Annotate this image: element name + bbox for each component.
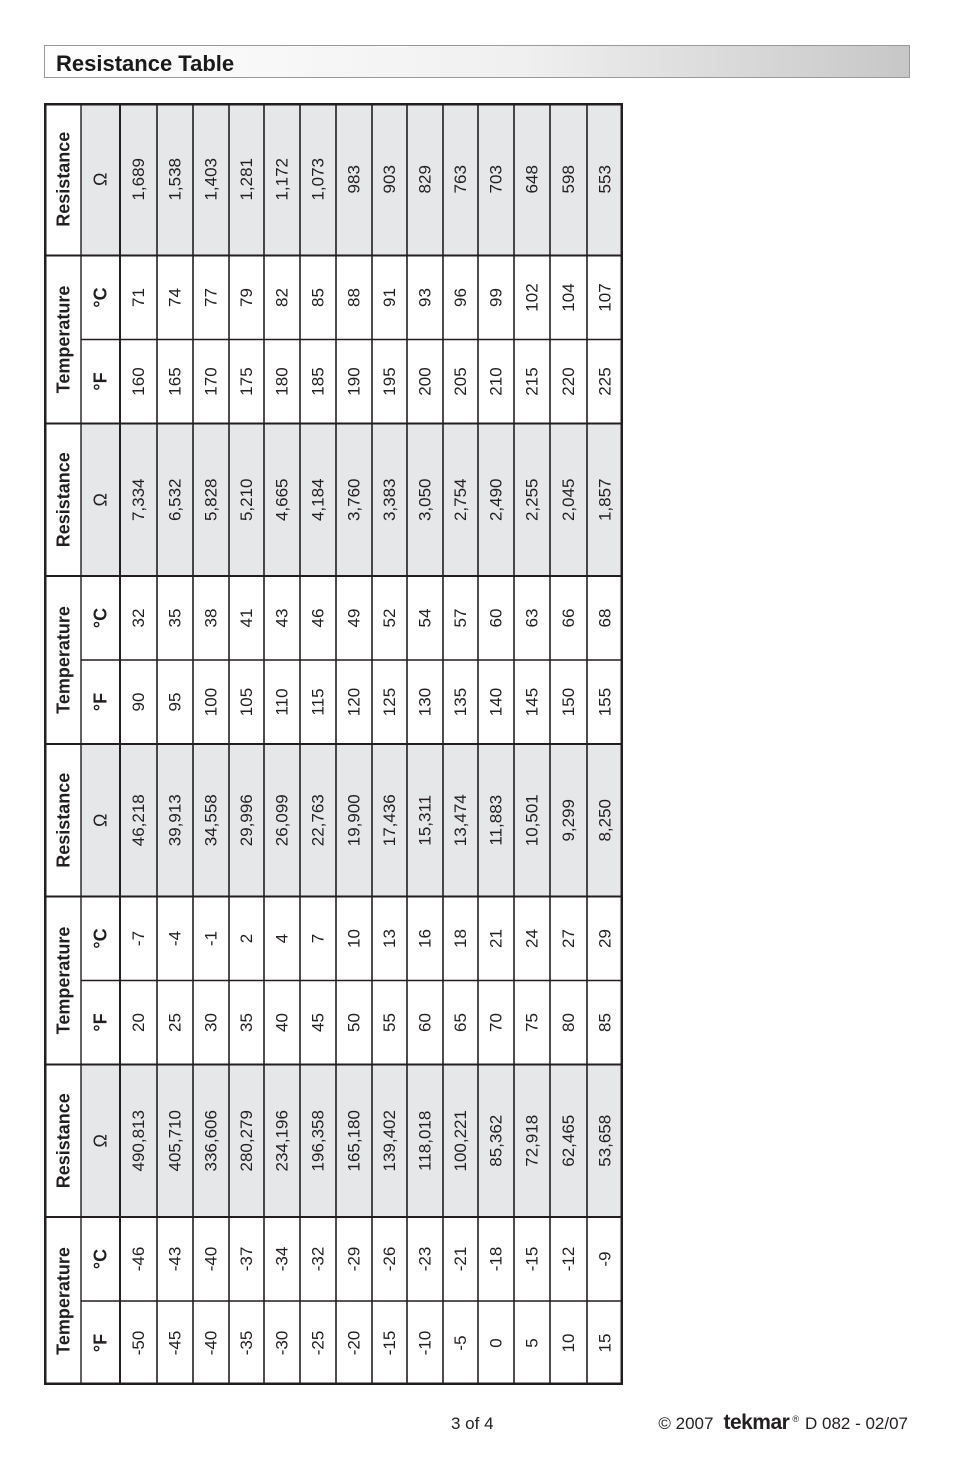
temp-f-value: 75	[522, 1013, 542, 1032]
resistance-value: 983	[344, 165, 364, 194]
temp-f-value: 130	[415, 687, 435, 717]
resistance-value: 29,996	[237, 794, 256, 847]
resistance-value: 9,299	[559, 798, 578, 842]
copyright: © 2007	[658, 1414, 714, 1433]
resistance-value: 5,828	[201, 478, 221, 522]
temp-c-value: -46	[129, 1246, 148, 1272]
temp-f-value: 200	[415, 367, 435, 396]
temp-f-value: 105	[237, 687, 256, 717]
temperature-group-header: Temperature	[53, 1247, 74, 1355]
temp-c-value: -21	[451, 1246, 470, 1272]
resistance-value: 196,358	[308, 1110, 328, 1172]
temp-f-value: 35	[237, 1013, 256, 1032]
temp-f-value: -30	[272, 1330, 292, 1356]
resistance-value: 26,099	[272, 794, 292, 847]
resistance-value: 11,883	[486, 794, 506, 846]
resistance-value: 19,900	[344, 794, 364, 847]
temp-f-value: 195	[380, 367, 399, 396]
temp-c-value: 88	[344, 288, 364, 307]
unit-ohm: Ω	[90, 1134, 111, 1148]
temp-f-value: 0	[486, 1338, 506, 1348]
resistance-value: 490,813	[129, 1110, 148, 1172]
temp-f-value: 215	[522, 367, 542, 396]
resistance-value: 22,763	[308, 794, 328, 847]
temp-f-value: 190	[344, 367, 364, 396]
resistance-value: 72,918	[522, 1114, 542, 1167]
temp-c-value: 91	[380, 288, 399, 307]
temp-c-value: 66	[559, 608, 578, 628]
temp-c-value: 38	[201, 608, 221, 628]
unit-ohm: Ω	[90, 493, 111, 507]
resistance-value: 1,403	[201, 157, 221, 201]
temp-c-value: -1	[201, 930, 221, 947]
temp-f-value: 65	[451, 1013, 470, 1032]
resistance-group-header: Resistance	[53, 452, 74, 548]
resistance-value: 553	[595, 165, 615, 194]
temp-c-value: 41	[237, 608, 256, 628]
temp-f-value: 125	[380, 687, 399, 717]
temp-f-value: -50	[129, 1330, 148, 1356]
temp-f-value: 210	[486, 367, 506, 396]
temperature-group-header: Temperature	[53, 606, 74, 714]
unit-ohm: Ω	[90, 813, 111, 827]
temp-f-value: 20	[129, 1013, 148, 1032]
temp-f-value: 90	[129, 692, 148, 712]
resistance-value: 7,334	[129, 478, 148, 522]
resistance-value: 4,184	[308, 478, 328, 522]
resistance-value: 280,279	[237, 1110, 256, 1172]
section-title: Resistance Table	[56, 51, 235, 76]
temp-c-value: -23	[415, 1246, 435, 1272]
temp-f-value: -40	[201, 1330, 221, 1356]
temp-c-value: 74	[165, 288, 185, 307]
temp-f-value: -20	[344, 1330, 364, 1356]
resistance-value: 405,710	[165, 1110, 185, 1172]
temp-f-value: 100	[201, 687, 221, 717]
temp-c-value: 35	[165, 608, 185, 628]
temp-f-value: 165	[165, 367, 185, 396]
temp-f-value: -5	[451, 1335, 470, 1351]
temp-f-value: 95	[165, 692, 185, 712]
resistance-value: 3,760	[344, 478, 364, 522]
temp-c-value: 60	[486, 608, 506, 628]
resistance-value: 2,255	[522, 478, 542, 522]
temp-f-value: 10	[559, 1333, 578, 1353]
temp-c-value: 27	[559, 929, 578, 948]
temp-f-value: 180	[272, 367, 292, 396]
resistance-value: 34,558	[201, 794, 221, 847]
resistance-group-header: Resistance	[53, 131, 74, 227]
temp-f-value: 225	[595, 367, 615, 396]
temp-c-value: -4	[165, 930, 185, 947]
resistance-value: 85,362	[486, 1114, 506, 1167]
temp-f-value: 5	[522, 1338, 542, 1348]
temp-c-value: -18	[486, 1246, 506, 1272]
resistance-value: 15,311	[415, 794, 435, 846]
temp-c-value: 77	[201, 288, 221, 307]
temp-c-value: -34	[272, 1246, 292, 1272]
temp-f-value: 25	[165, 1013, 185, 1032]
unit-celsius: °C	[90, 607, 111, 629]
temp-c-value: -40	[201, 1246, 221, 1272]
temp-c-value: 93	[415, 288, 435, 307]
temp-c-value: -7	[129, 930, 148, 947]
resistance-table	[44, 103, 623, 1385]
resistance-value: 100,221	[451, 1110, 470, 1172]
resistance-value: 2,490	[486, 478, 506, 522]
temp-c-value: 24	[522, 929, 542, 948]
temp-f-value: 80	[559, 1013, 578, 1032]
temp-c-value: 4	[272, 933, 292, 944]
temp-f-value: 135	[451, 687, 470, 717]
resistance-value: 39,913	[165, 794, 185, 847]
temp-c-value: 79	[237, 288, 256, 307]
resistance-value: 3,383	[380, 478, 399, 522]
temp-c-value: 29	[595, 929, 615, 948]
temp-c-value: -9	[595, 1251, 615, 1267]
temp-f-value: 120	[344, 687, 364, 717]
temp-c-value: 63	[522, 608, 542, 628]
resistance-value: 3,050	[415, 478, 435, 522]
temp-c-value: 68	[595, 608, 615, 628]
temp-f-value: 85	[595, 1013, 615, 1032]
resistance-value: 62,465	[559, 1114, 578, 1167]
temp-c-value: 16	[415, 929, 435, 948]
temperature-group-header: Temperature	[53, 926, 74, 1035]
unit-fahrenheit: °F	[90, 1013, 111, 1032]
footer-info	[658, 1411, 908, 1435]
resistance-value: 648	[522, 165, 542, 194]
temp-f-value: -25	[308, 1330, 328, 1356]
resistance-value: 139,402	[380, 1110, 399, 1172]
resistance-group-header: Resistance	[53, 1093, 74, 1189]
resistance-value: 1,073	[308, 157, 328, 201]
temp-c-value: 82	[272, 288, 292, 307]
temp-f-value: 155	[595, 687, 615, 717]
resistance-value: 763	[451, 165, 470, 194]
resistance-value: 17,436	[380, 794, 399, 847]
temp-c-value: -15	[522, 1246, 542, 1272]
temp-f-value: 15	[595, 1333, 615, 1353]
temp-c-value: -32	[308, 1246, 328, 1272]
resistance-value: 703	[486, 165, 506, 194]
unit-celsius: °C	[90, 1248, 111, 1270]
unit-celsius: °C	[90, 287, 111, 308]
unit-ohm: Ω	[90, 172, 111, 186]
temp-f-value: 150	[559, 687, 578, 717]
temp-c-value: 57	[451, 608, 470, 628]
temp-f-value: 60	[415, 1013, 435, 1032]
resistance-value: 829	[415, 165, 435, 194]
page-number: 3 of 4	[451, 1414, 494, 1433]
resistance-value: 53,658	[595, 1114, 615, 1167]
temp-c-value: 7	[308, 933, 328, 944]
resistance-value: 2,754	[451, 478, 470, 522]
unit-fahrenheit: °F	[90, 1333, 111, 1353]
resistance-value: 1,689	[129, 157, 148, 201]
temp-f-value: 185	[308, 367, 328, 396]
temp-f-value: 175	[237, 367, 256, 396]
resistance-value: 1,538	[165, 157, 185, 201]
temp-f-value: 70	[486, 1013, 506, 1032]
temp-f-value: -35	[237, 1330, 256, 1356]
temp-c-value: 102	[522, 283, 542, 312]
unit-fahrenheit: °F	[90, 372, 111, 391]
registered-mark: ®	[792, 1414, 799, 1425]
temp-f-value: 45	[308, 1013, 328, 1032]
temperature-group-header: Temperature	[53, 285, 74, 394]
temp-c-value: 32	[129, 608, 148, 628]
temp-c-value: 18	[451, 929, 470, 948]
temp-f-value: -10	[415, 1330, 435, 1356]
temp-c-value: 99	[486, 288, 506, 307]
resistance-value: 5,210	[237, 478, 256, 522]
resistance-value: 165,180	[344, 1110, 364, 1172]
temp-c-value: 49	[344, 608, 364, 628]
temp-c-value: -29	[344, 1246, 364, 1272]
resistance-value: 4,665	[272, 478, 292, 522]
temp-c-value: 71	[129, 288, 148, 307]
resistance-value: 2,045	[559, 478, 578, 522]
resistance-value: 6,532	[165, 478, 185, 522]
temp-c-value: -26	[380, 1246, 399, 1272]
temp-f-value: 50	[344, 1013, 364, 1032]
section-header	[44, 45, 910, 78]
resistance-value: 1,857	[595, 478, 615, 522]
temp-f-value: 55	[380, 1013, 399, 1032]
resistance-value: 903	[380, 165, 399, 194]
resistance-value: 13,474	[451, 794, 470, 847]
temp-c-value: 46	[308, 608, 328, 628]
temp-c-value: 96	[451, 288, 470, 307]
resistance-value: 1,281	[237, 157, 256, 201]
resistance-value: 598	[559, 165, 578, 194]
temp-f-value: 30	[201, 1013, 221, 1032]
temp-c-value: 54	[415, 608, 435, 628]
brand-logo: tekmar	[723, 1411, 790, 1434]
resistance-value: 1,172	[272, 157, 292, 201]
temp-c-value: -43	[165, 1246, 185, 1272]
temp-f-value: 205	[451, 367, 470, 396]
temp-f-value: 140	[486, 687, 506, 717]
temp-c-value: 104	[559, 283, 578, 312]
resistance-value: 234,196	[272, 1110, 292, 1172]
temp-c-value: 2	[237, 933, 256, 944]
temp-c-value: 10	[344, 929, 364, 948]
temp-c-value: -37	[237, 1246, 256, 1272]
temp-f-value: 115	[308, 688, 328, 716]
unit-fahrenheit: °F	[90, 692, 111, 712]
resistance-value: 46,218	[129, 794, 148, 847]
resistance-value: 336,606	[201, 1110, 221, 1172]
temp-f-value: 145	[522, 687, 542, 717]
temp-c-value: 85	[308, 288, 328, 307]
temp-c-value: 43	[272, 608, 292, 628]
resistance-group-header: Resistance	[53, 772, 74, 868]
temp-c-value: 21	[486, 929, 506, 948]
resistance-value: 118,018	[415, 1110, 435, 1171]
temp-f-value: -15	[380, 1330, 399, 1356]
temp-f-value: 110	[272, 688, 292, 716]
document-code: D 082 - 02/07	[804, 1414, 908, 1433]
temp-f-value: 170	[201, 367, 221, 396]
temp-f-value: -45	[165, 1330, 185, 1356]
temp-c-value: -12	[559, 1246, 578, 1272]
temp-f-value: 220	[559, 367, 578, 396]
unit-celsius: °C	[90, 928, 111, 949]
resistance-value: 8,250	[595, 798, 615, 842]
temp-c-value: 13	[380, 929, 399, 948]
temp-c-value: 52	[380, 608, 399, 628]
temp-f-value: 40	[272, 1013, 292, 1032]
temp-c-value: 107	[595, 283, 615, 312]
temp-f-value: 160	[129, 367, 148, 396]
resistance-value: 10,501	[522, 794, 542, 847]
